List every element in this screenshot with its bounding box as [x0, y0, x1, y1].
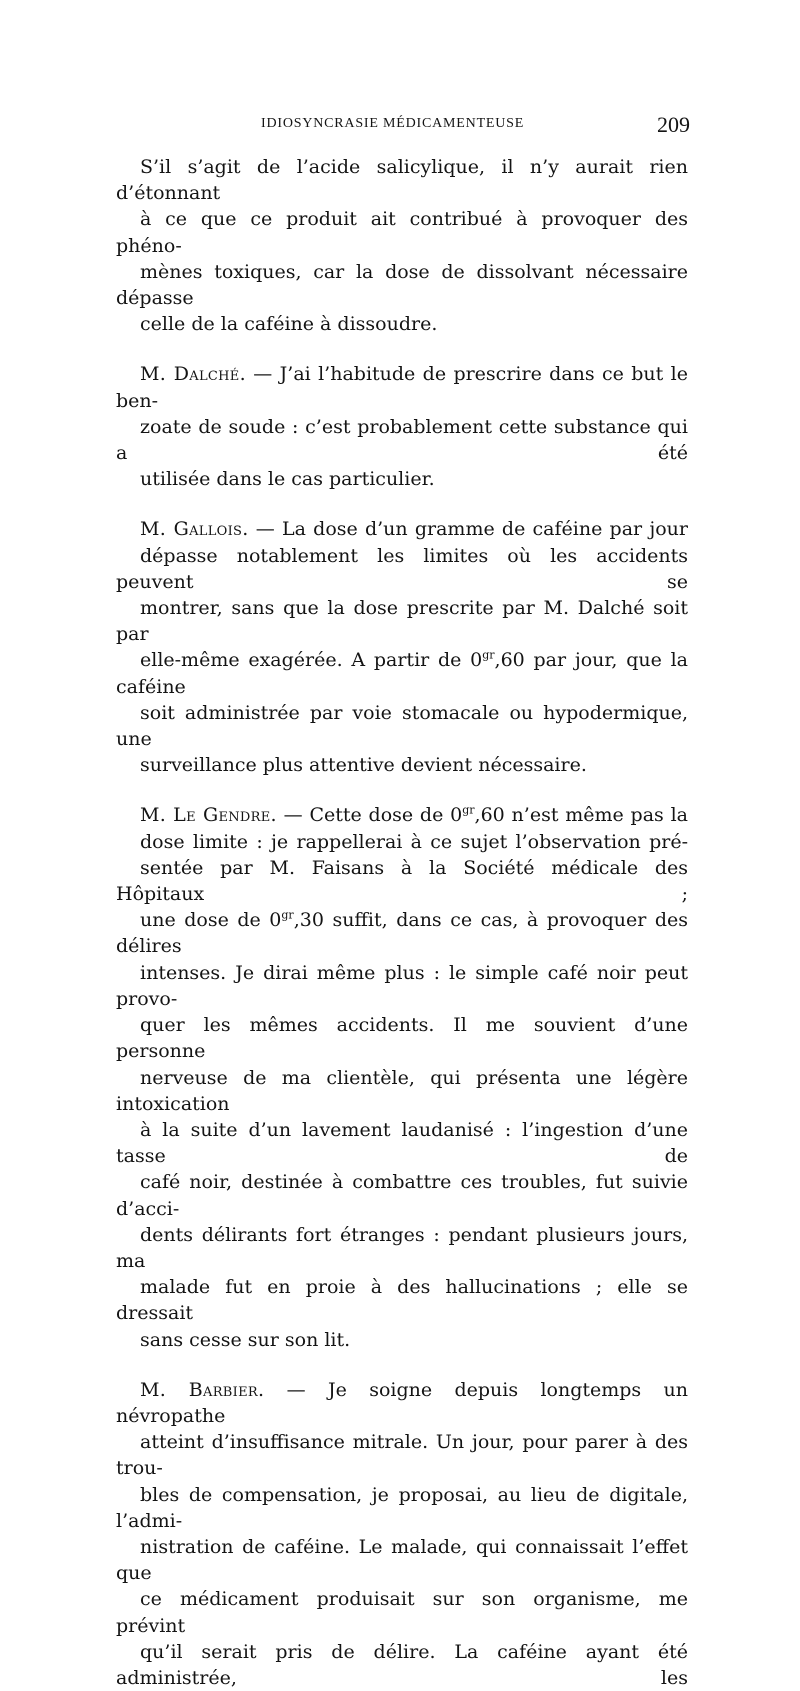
- text-line: intenses. Je dirai même plus : le simple café noir peut provo-: [116, 961, 688, 1010]
- text-line: sans cesse sur son lit.: [140, 1328, 351, 1351]
- text-line: dépasse notablement les limites où les accidents peuvent se: [116, 544, 688, 593]
- paragraph-le-gendre: [116, 802, 688, 1352]
- page-number: 209: [657, 112, 690, 137]
- text-line: montrer, sans que la dose prescrite par M. Dalché soit par: [116, 597, 688, 646]
- paragraph-salicylic: [116, 154, 688, 337]
- paragraph-barbier: [116, 1377, 688, 1691]
- text-line: dents délirants fort étranges : pendant plusieurs jours, ma: [116, 1223, 688, 1272]
- text-line: nerveuse de ma clientèle, qui présenta une légère intoxication: [116, 1066, 688, 1115]
- body-text: [116, 154, 688, 1691]
- text-line: café noir, destinée à combattre ces troubles, fut suivie d’acci-: [116, 1171, 688, 1220]
- text-line: malade fut en proie à des hallucinations ; elle se dressait: [116, 1276, 688, 1325]
- text-line: S’il s’agit de l’acide salicylique, il n’y aurait rien d’étonnant: [116, 156, 688, 205]
- text-line: mènes toxiques, car la dose de dissolvant nécessaire dépasse: [116, 260, 688, 310]
- speaker-name: M. Le Gendre.: [140, 804, 277, 827]
- text-line: M. Gallois. — La dose d’un gramme de caféine par jour: [140, 518, 688, 541]
- text-line: à la suite d’un lavement laudanisé : l’ingestion d’une tasse de: [116, 1118, 688, 1168]
- text-line: nistration de caféine. Le malade, qui connaissait l’effet que: [116, 1535, 688, 1585]
- text-line: utilisée dans le cas particulier.: [140, 468, 435, 491]
- text-line: atteint d’insuffisance mitrale. Un jour, pour parer à des trou-: [116, 1431, 688, 1480]
- text-line: soit administrée par voie stomacale ou hypodermique, une: [116, 701, 688, 751]
- text-line: M. Dalché. — J’ai l’habitude de prescrire dans ce but le ben-: [116, 363, 688, 412]
- text-line: M. Le Gendre. — Cette dose de $0^{gr},60$ n’est même pas la: [140, 804, 688, 827]
- text-line: zoate de soude : c’est probablement cette substance qui a été: [116, 415, 688, 465]
- text-line: sentée par M. Faisans à la Société médicale des Hôpitaux ;: [116, 856, 688, 906]
- speaker-name: M. Dalché.: [140, 363, 246, 386]
- text-line: qu’il serait pris de délire. La caféine ayant été administrée, les: [116, 1640, 688, 1689]
- unit-superscript: gr: [482, 649, 495, 663]
- text-line: elle-même exagérée. A partir de $0^{gr},60$ par jour, que la caféine: [116, 649, 688, 698]
- unit-superscript: gr: [281, 908, 294, 922]
- text-line: ce médicament produisait sur son organisme, me prévint: [116, 1588, 688, 1637]
- text-line: une dose de $0^{gr},30$ suffit, dans ce cas, à provoquer des délires: [116, 908, 688, 958]
- text-line: surveillance plus attentive devient nécessaire.: [140, 754, 587, 777]
- running-title: IDIOSYNCRASIE MÉDICAMENTEUSE: [261, 116, 525, 131]
- speaker-name: M. Gallois.: [140, 518, 249, 541]
- text-line: bles de compensation, je proposai, au lieu de digitale, l’admi-: [116, 1483, 688, 1532]
- text-line: à ce que ce produit ait contribué à provoquer des phéno-: [116, 208, 688, 257]
- speaker-name: M. Barbier.: [140, 1378, 265, 1401]
- text-line: quer les mêmes accidents. Il me souvient d’une personne: [116, 1014, 688, 1063]
- running-head: [116, 112, 690, 142]
- paragraph-dalche: [116, 361, 688, 492]
- text-line: dose limite : je rappellerai à ce sujet l’observation pré-: [140, 830, 688, 853]
- text-line: celle de la caféine à dissoudre.: [140, 313, 438, 336]
- text-line: M. Barbier. — Je soigne depuis longtemps un névropathe: [116, 1378, 688, 1427]
- unit-superscript: gr: [462, 804, 475, 818]
- paragraph-gallois: [116, 516, 688, 778]
